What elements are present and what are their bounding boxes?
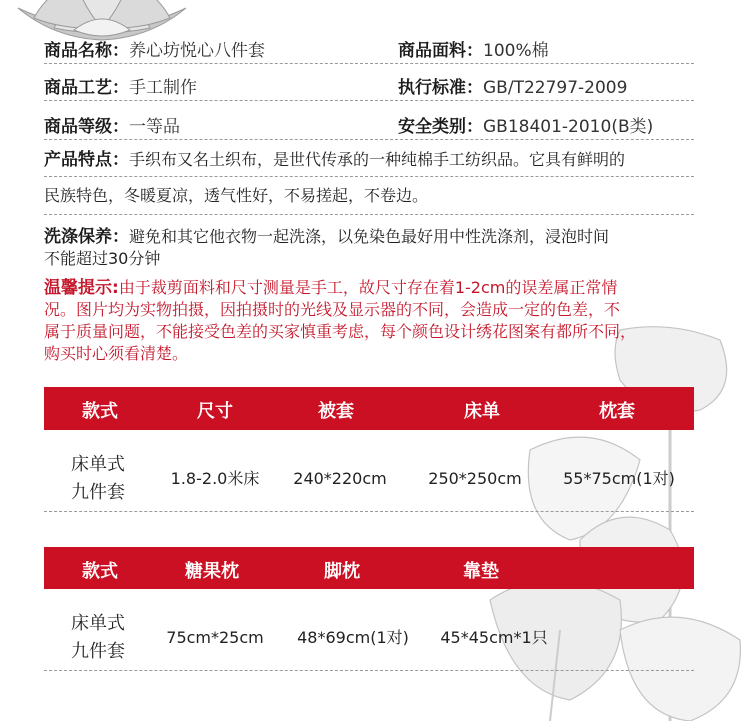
care-line2: 不能超过30分钟 <box>44 249 161 268</box>
divider <box>44 214 694 215</box>
table-header-cell: 糖果枕 <box>185 561 239 582</box>
info-label: 商品工艺 <box>44 78 112 98</box>
info-label: 安全类别 <box>398 117 466 137</box>
table1-header <box>44 387 694 430</box>
table-cell: 250*250cm <box>428 469 522 488</box>
table-cell: 1.8-2.0米床 <box>170 469 260 488</box>
table-cell: 75cm*25cm <box>166 628 264 647</box>
features-label: 产品特点： <box>44 150 129 170</box>
divider <box>44 511 694 512</box>
notice-line1: 由于裁剪面料和尺寸测量是手工，故尺寸存在着1-2cm的误差属正常情 <box>118 278 618 297</box>
info-value: 养心坊悦心八件套 <box>129 41 265 61</box>
features-line1: 手织布又名土织布，是世代传承的一种纯棉手工纺织品。它具有鲜明的 <box>129 150 626 169</box>
divider <box>44 670 694 671</box>
notice-line4: 购买时心须看清楚。 <box>44 344 189 363</box>
features-line2-row <box>44 185 704 207</box>
care-paragraph <box>44 226 704 270</box>
table-cell: 48*69cm(1对) <box>297 628 409 647</box>
features-line2: 民族特色，冬暖夏凉，透气性好，不易搓起，不卷边。 <box>44 186 429 205</box>
info-value: 一等品 <box>129 117 180 137</box>
table-cell: 240*220cm <box>293 469 387 488</box>
table-header-cell: 脚枕 <box>324 561 360 582</box>
notice-line3: 属于质量问题，不能接受色差的买家慎重考虑，每个颜色设计绣花图案有都所不同， <box>44 322 637 341</box>
care-line1: 避免和其它他衣物一起洗涤，以免染色最好用中性洗涤剂，浸泡时间 <box>129 227 610 246</box>
notice-line2: 况。图片均为实物拍摄，因拍摄时的光线及显示器的不同，会造成一定的色差，不 <box>44 300 621 319</box>
table-cell-style: 床单式 九件套 <box>71 613 125 662</box>
info-label: 执行标准 <box>398 78 466 98</box>
info-value: 手工制作 <box>129 78 197 98</box>
table-header-cell: 床单 <box>464 401 500 422</box>
notice-label: 温馨提示: <box>44 278 119 298</box>
table-cell: 55*75cm(1对) <box>563 469 675 488</box>
info-label: 商品面料 <box>398 41 466 61</box>
table-header-cell: 尺寸 <box>197 401 233 422</box>
info-label: 商品名称 <box>44 41 112 61</box>
table-header-cell: 被套 <box>318 401 354 422</box>
table-cell-style: 床单式 九件套 <box>71 454 125 503</box>
info-value: GB18401-2010(B类) <box>483 117 654 137</box>
info-row: 商品工艺：手工制作 执行标准：GB/T22797-2009 <box>44 73 694 101</box>
table-cell: 45*45cm*1只 <box>440 628 548 647</box>
info-label: 商品等级 <box>44 117 112 137</box>
table-header-cell: 款式 <box>82 401 118 422</box>
table2-header <box>44 547 694 589</box>
divider <box>44 176 694 177</box>
table-header-cell: 枕套 <box>599 401 635 422</box>
care-label: 洗涤保养： <box>44 227 129 247</box>
table-header-cell: 款式 <box>82 561 118 582</box>
table-header-cell: 靠垫 <box>463 561 499 582</box>
features-paragraph <box>44 149 704 171</box>
info-row: 商品名称：养心坊悦心八件套 商品面料：100%棉 <box>44 36 694 64</box>
info-value: 100%棉 <box>483 41 549 61</box>
notice-paragraph <box>44 277 704 365</box>
info-value: GB/T22797-2009 <box>483 78 628 98</box>
info-row: 商品等级：一等品 安全类别：GB18401-2010(B类) <box>44 112 694 140</box>
